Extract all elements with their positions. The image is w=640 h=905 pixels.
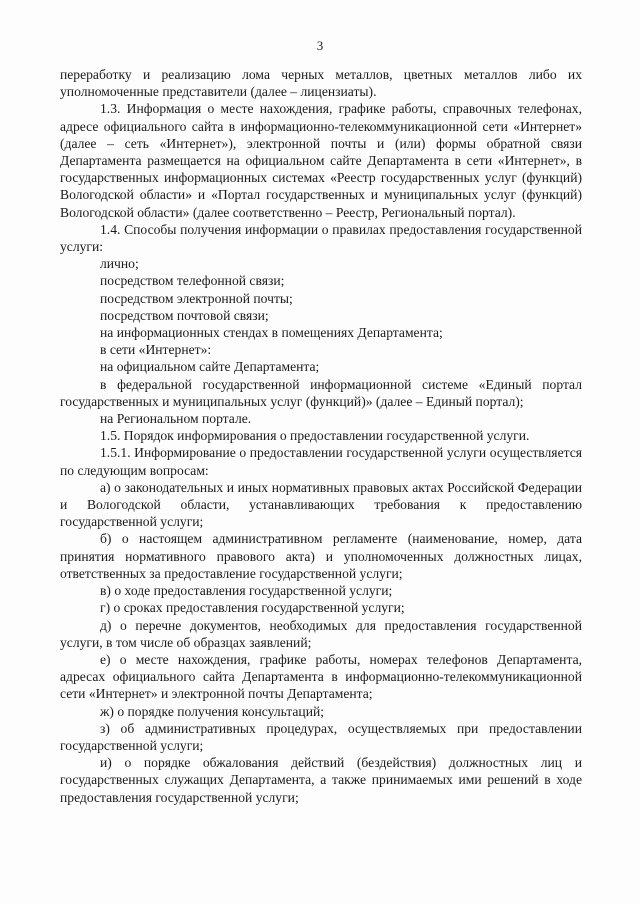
list-item-stands: на информационных стендах в помещениях Департамента; bbox=[100, 325, 443, 341]
document-body bbox=[60, 66, 582, 806]
item-b: б) о настоящем административном регламенте (наименование, номер, дата принятия нормативного правового акта) и уполномоченных должностных лицах, ответственных за предоставление государственной услуги; bbox=[60, 531, 582, 581]
list-item-in-person: лично; bbox=[100, 256, 139, 272]
item-v: в) о ходе предоставления государственной услуги; bbox=[100, 583, 393, 599]
paragraph-1-4: 1.4. Способы получения информации о правилах предоставления государственной услуги: bbox=[60, 221, 582, 255]
paragraph-1-5: 1.5. Порядок информирования о предоставлении государственной услуги. bbox=[100, 428, 530, 444]
page-number: 3 bbox=[316, 38, 324, 53]
paragraph-1-3: 1.3. Информация о месте нахождения, графике работы, справочных телефонах, адресе официального сайта в информационно-телекоммуникационной сети «Интернет» (далее – сеть «Интернет»), электронной почты и (или) формы обратной связи Департамента размещается на официальном сайте Департамента в сети «Интернет», в государственных информационных системах «Реестр государственных услуг (функций) Вологодской области» и «Портал государственных и муниципальных услуг (функций) Вологодской области» (далее соответственно – Реестр, Региональный портал). bbox=[60, 101, 582, 220]
list-item-regional-portal: на Региональном портале. bbox=[100, 411, 252, 427]
item-z: з) об административных процедурах, осуществляемых при предоставлении государственной услуги; bbox=[60, 720, 582, 753]
list-item-official-site: на официальном сайте Департамента; bbox=[100, 359, 320, 375]
list-item-unified-portal: в федеральной государственной информационной системе «Единый портал государственных и муниципальных услуг (функций)» (далее – Единый портал); bbox=[60, 376, 582, 409]
paragraph-continuation: переработку и реализацию лома черных металлов, цветных металлов либо их уполномоченные представители (далее – лицензиаты). bbox=[60, 67, 582, 100]
item-a: а) о законодательных и иных нормативных правовых актах Российской Федерации и Вологодской области, устанавливающих требования к предоставлению государственной услуги; bbox=[60, 479, 582, 530]
item-d: д) о перечне документов, необходимых для предоставления государственной услуги, в том числе об образцах заявлений; bbox=[60, 617, 582, 650]
item-g: г) о сроках предоставления государственной услуги; bbox=[100, 600, 405, 616]
list-item-post: посредством почтовой связи; bbox=[100, 307, 269, 323]
list-item-internet: в сети «Интернет»: bbox=[100, 342, 212, 358]
item-e: е) о месте нахождения, графике работы, номерах телефонов Департамента, адресах официального сайта Департамента в информационно-телекоммуникационной сети «Интернет» и электронной почты Департамента; bbox=[60, 651, 582, 702]
paragraph-1-5-1: 1.5.1. Информирование о предоставлении государственной услуги осуществляется по следующим вопросам: bbox=[60, 445, 582, 478]
item-i: и) о порядке обжалования действий (бездействия) должностных лиц и государственных служащих Департамента, а также принимаемых ими решений в ходе предоставления государственной услуги; bbox=[60, 755, 582, 805]
list-item-email: посредством электронной почты; bbox=[100, 290, 293, 306]
item-zh: ж) о порядке получения консультаций; bbox=[100, 703, 325, 719]
list-item-phone: посредством телефонной связи; bbox=[100, 273, 285, 289]
